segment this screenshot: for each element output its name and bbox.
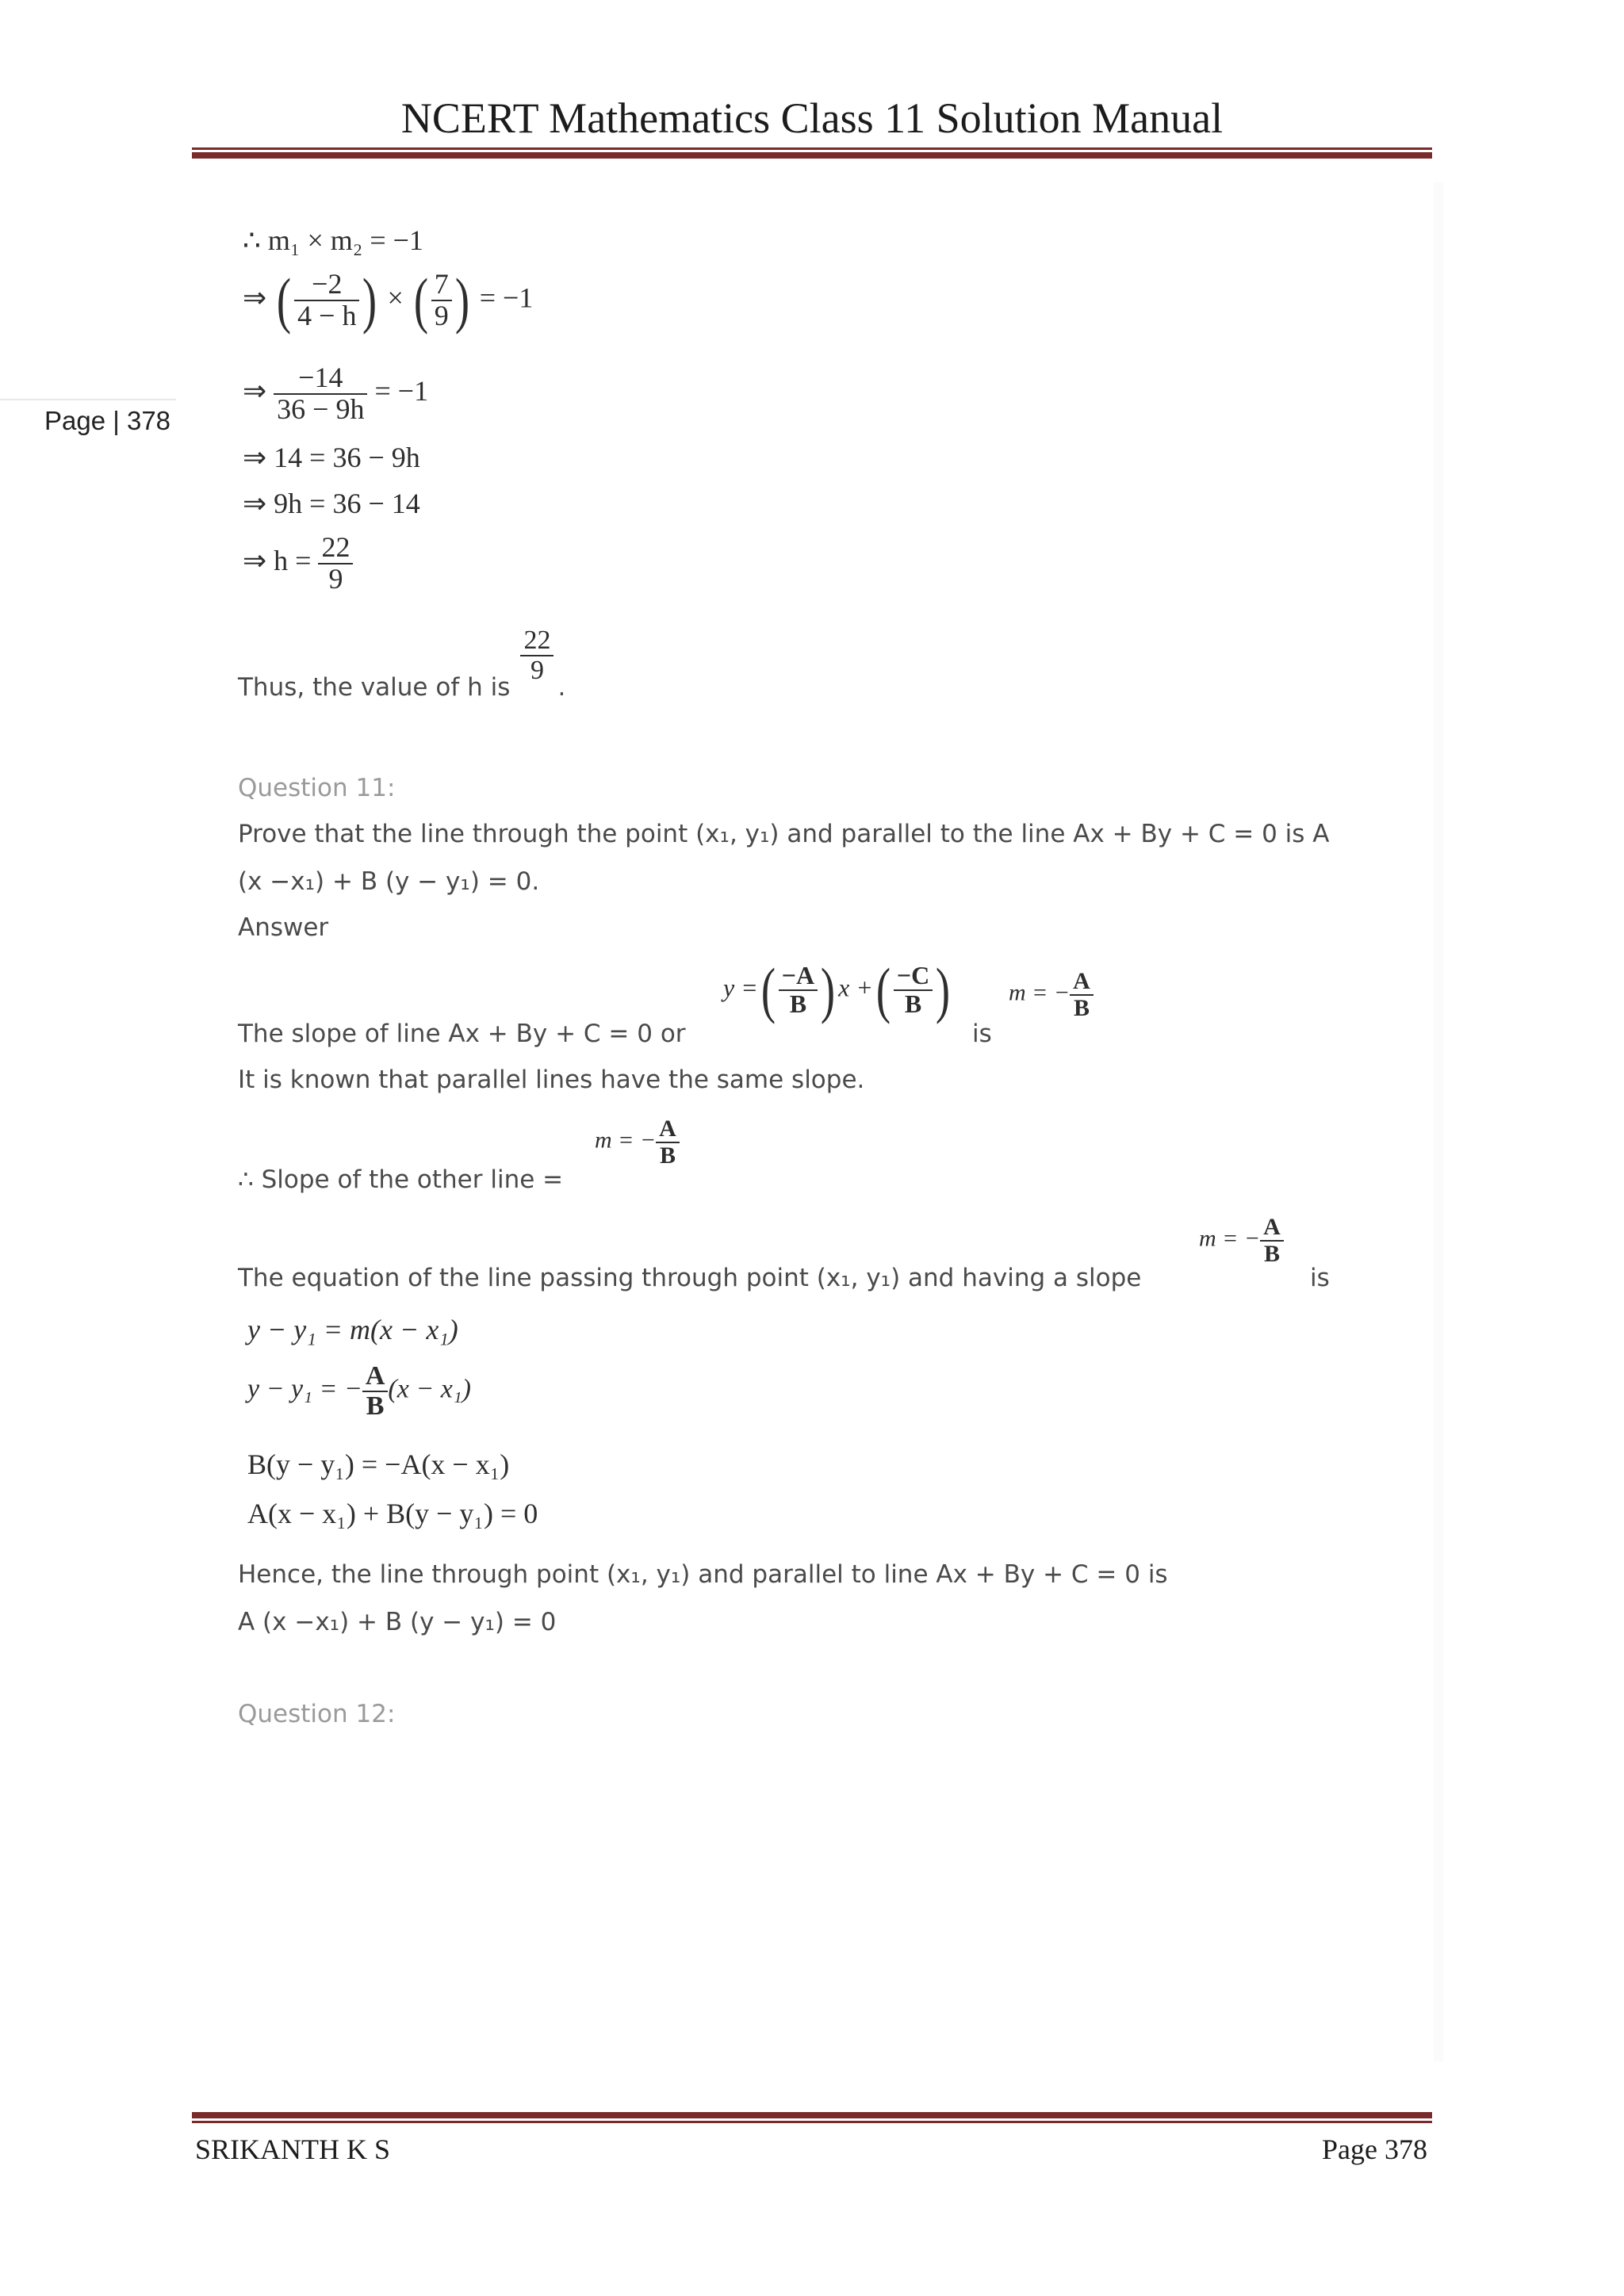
equals-value: = −1 <box>374 375 429 408</box>
fraction-denominator: B <box>904 989 922 1018</box>
equation-slope-value <box>1199 1215 1284 1266</box>
slope-is: is <box>972 1020 992 1048</box>
step-rearrange: ⇒ 9h = 36 − 14 <box>243 488 420 519</box>
conclusion-text: Thus, the value of h is <box>238 673 511 702</box>
paren-close: ) <box>821 955 836 1024</box>
hence-line2: A (x −x₁) + B (y − y₁) = 0 <box>238 1608 557 1636</box>
step-substitution <box>243 266 534 335</box>
fraction-denominator: B <box>659 1142 676 1169</box>
equation-m-lhs: m = − <box>1199 1225 1261 1252</box>
other-m-lhs: m = − <box>595 1127 657 1154</box>
solution-lhs: ⇒ h = <box>243 545 312 577</box>
fraction-numerator: −14 <box>274 363 367 395</box>
step2-lhs: y − y₁ = − <box>247 1374 362 1404</box>
slope-m <box>1009 969 1094 1020</box>
fraction-numerator: A <box>656 1116 680 1143</box>
slope-x-plus: x + <box>838 973 873 1002</box>
paren-close: ) <box>936 955 951 1024</box>
fraction-numerator: 22 <box>318 533 353 564</box>
fraction <box>362 1362 389 1420</box>
fraction-numerator: −A <box>779 962 818 991</box>
other-slope-text: ∴ Slope of the other line = <box>238 1165 564 1194</box>
step-product-slopes: ∴ m₁ × m₂ = −1 <box>243 224 423 256</box>
question-11-prompt-line2: (x −x₁) + B (y − y₁) = 0. <box>238 867 540 896</box>
slope-equation <box>723 955 953 1024</box>
implies-symbol: ⇒ <box>243 281 267 314</box>
derivation-step-1: y − y₁ = m(x − x₁) <box>247 1314 458 1345</box>
fraction-numerator: 7 <box>431 270 452 301</box>
fraction <box>318 533 353 595</box>
conclusion-line <box>238 626 566 702</box>
fraction <box>1070 969 1094 1020</box>
fraction-denominator: 9 <box>530 655 544 685</box>
footer-rule <box>192 2112 1432 2118</box>
derivation-step-3: B(y − y₁) = −A(x − x₁) <box>247 1448 510 1480</box>
paren-close: ) <box>362 266 377 335</box>
header-rule <box>192 152 1432 159</box>
other-slope-value <box>595 1116 680 1168</box>
hence-line1: Hence, the line through point (x₁, y₁) and parallel to line Ax + By + C = 0 is <box>238 1560 1168 1589</box>
paren-open: ( <box>875 955 891 1024</box>
side-page-label: Page | 378 <box>44 406 171 435</box>
fraction-denominator: B <box>789 989 807 1018</box>
paren-open: ( <box>413 266 428 335</box>
parallel-text: It is known that parallel lines have the same slope. <box>238 1066 865 1094</box>
step2-rhs: (x − x₁) <box>388 1374 471 1404</box>
paren-open: ( <box>760 955 776 1024</box>
fraction <box>274 363 367 425</box>
fraction <box>431 270 452 331</box>
times-symbol: × <box>387 281 404 314</box>
fraction-numerator: A <box>1260 1215 1284 1242</box>
fraction-denominator: B <box>1073 994 1090 1021</box>
derivation-step-4: A(x − x₁) + B(y − y₁) = 0 <box>247 1498 538 1529</box>
header-rule-thin <box>192 147 1432 150</box>
step-simplify <box>243 363 428 425</box>
side-divider <box>0 399 176 400</box>
question-11-heading: Question 11: <box>238 774 396 802</box>
paren-close: ) <box>454 266 469 335</box>
step-solution <box>243 533 353 595</box>
equation-is: is <box>1310 1264 1330 1292</box>
page-title: NCERT Mathematics Class 11 Solution Manual <box>400 94 1224 142</box>
implies-symbol: ⇒ <box>243 375 267 408</box>
fraction-numerator: 22 <box>520 626 553 656</box>
paren-open: ( <box>277 266 292 335</box>
fraction-numerator: −C <box>894 962 933 991</box>
page-edge-shade <box>1434 182 1443 2061</box>
answer-label: Answer <box>238 913 329 942</box>
fraction-denominator: B <box>1263 1240 1280 1267</box>
slope-text: The slope of line Ax + By + C = 0 or <box>238 1020 686 1048</box>
fraction-denominator: 9 <box>328 562 343 595</box>
conclusion-period: . <box>557 673 566 702</box>
question-11-prompt-line1: Prove that the line through the point (x₁, y₁) and parallel to the line Ax + By + C = 0 is A <box>238 820 1330 848</box>
equation-text: The equation of the line passing through point (x₁, y₁) and having a slope <box>238 1264 1142 1292</box>
fraction-denominator: 9 <box>434 300 449 331</box>
fraction-denominator: 4 − h <box>297 300 357 331</box>
slope-m-lhs: m = − <box>1009 979 1071 1006</box>
fraction-denominator: B <box>366 1391 385 1421</box>
equals-value: = −1 <box>479 281 534 314</box>
step-cross-multiply: ⇒ 14 = 36 − 9h <box>243 442 420 473</box>
derivation-step-2 <box>247 1362 471 1420</box>
fraction <box>294 270 359 331</box>
fraction <box>894 962 933 1017</box>
fraction-denominator: 36 − 9h <box>277 392 365 425</box>
fraction <box>779 962 818 1017</box>
fraction <box>656 1116 680 1168</box>
footer-rule-thin <box>192 2121 1432 2123</box>
slope-y: y = <box>723 973 758 1002</box>
fraction-numerator: −2 <box>294 270 359 301</box>
conclusion-fraction <box>520 626 553 684</box>
fraction-numerator: A <box>362 1362 389 1392</box>
footer-author: SRIKANTH K S <box>195 2133 391 2165</box>
fraction <box>1260 1215 1284 1266</box>
footer-page-number: Page 378 <box>1322 2133 1427 2165</box>
fraction-numerator: A <box>1070 969 1094 996</box>
question-12-heading: Question 12: <box>238 1700 396 1728</box>
